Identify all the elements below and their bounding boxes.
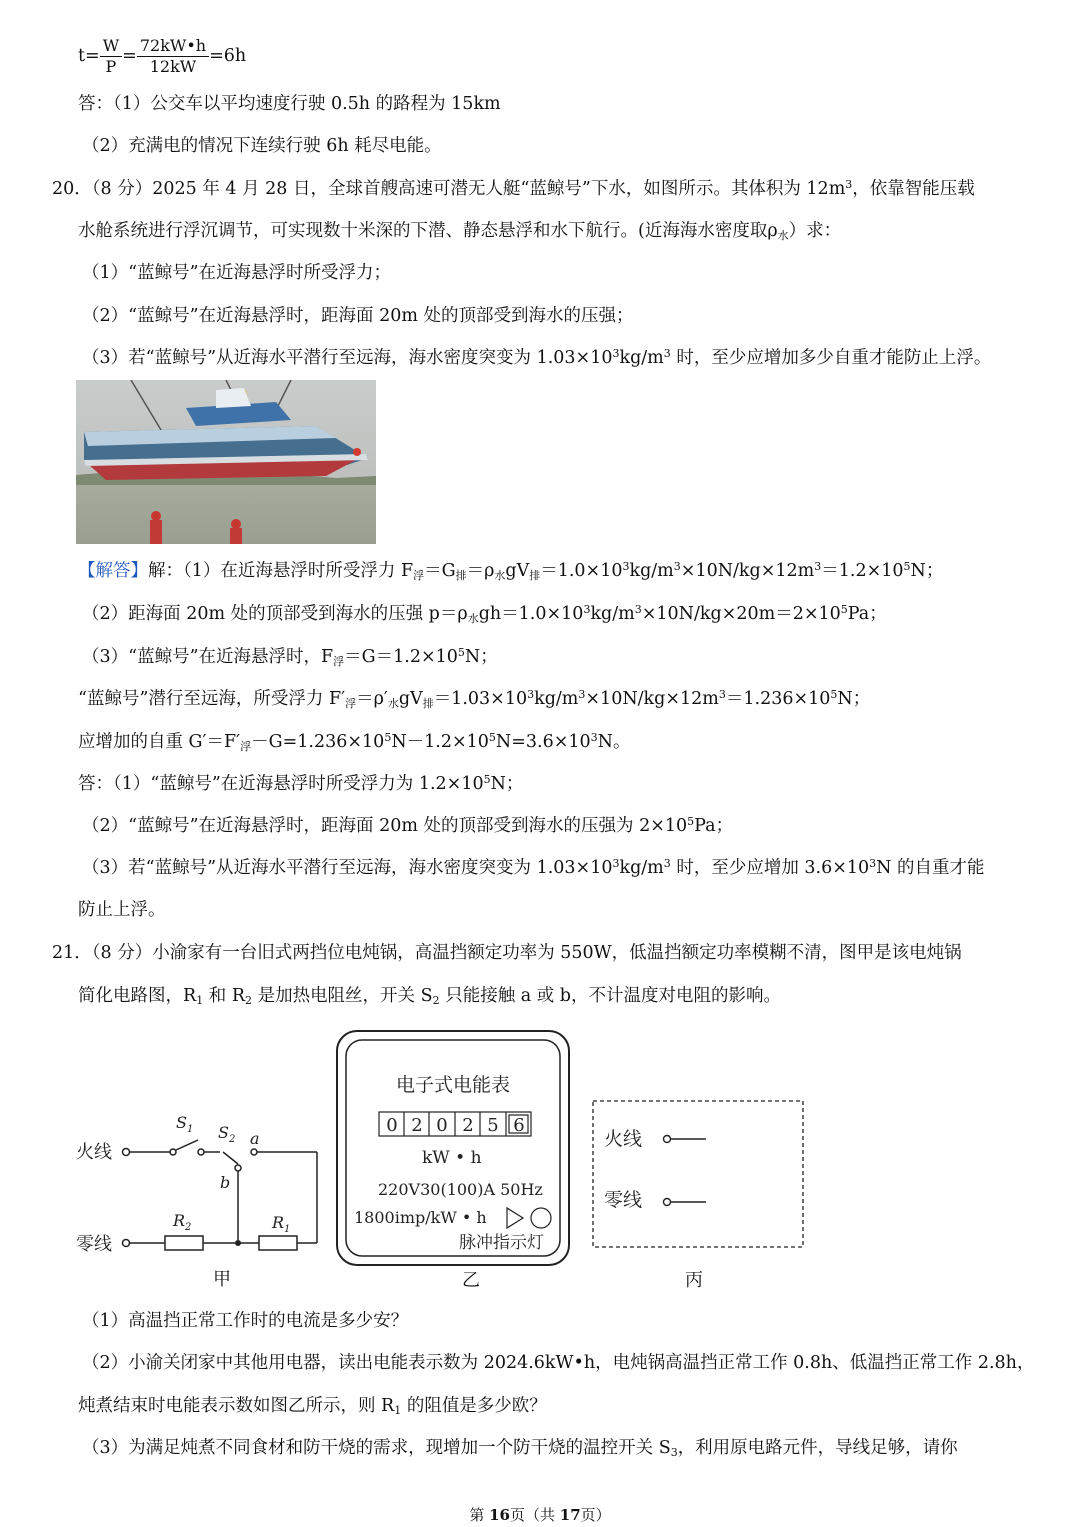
box-neutral-label: 零线: [604, 1189, 643, 1211]
answer-line-2: （2）充满电的情况下连续行驶 6h 耗尽电能。: [82, 136, 442, 156]
caption-bing: 丙: [685, 1270, 703, 1291]
meter-rating: 220V30(100)A 50Hz: [378, 1180, 543, 1199]
caption-jia: 甲: [213, 1269, 231, 1290]
meter-digit: 2: [411, 1115, 423, 1136]
meter-title: 电子式电能表: [396, 1074, 511, 1096]
q21-part-2-cont: 炖煮结束时电能表示数如图乙所示，则 $R_1$ 的阻值是多少欧？: [78, 1396, 547, 1417]
solution-20-line-4: “蓝鲸号”潜行至远海，所受浮力 $F'_浮=\rho'_水gV_排=1.03\times 10^3kg/m^3\times 10N/kg\times 12m^3=1.236\times 10^5N$；: [78, 688, 871, 710]
page-footer: 第 16页（共 17页）: [469, 1506, 611, 1524]
q21-part-3: （3）为满足炖煮不同食材和防干烧的需求，现增加一个防干烧的温控开关 $S_3$，利用原电路元件，导线足够，请你: [82, 1438, 958, 1459]
meter-digit-last: 6: [513, 1115, 525, 1136]
meter-digit: 2: [462, 1115, 474, 1136]
switch-s1-label: $S_1$: [176, 1113, 194, 1135]
q20-part-3: （3）若“蓝鲸号”从近海水平潜行至远海，海水密度突变为 $1.03\times 10^3kg/m^3$ 时，至少应增加多少自重才能防止上浮。: [82, 347, 992, 368]
circuit-diagram: [70, 1100, 330, 1260]
q21-part-1: （1）高温挡正常工作时的电流是多少安？: [82, 1311, 409, 1331]
answer-20-line-4: 防止上浮。: [78, 900, 166, 920]
q21-stem-line-2: 简化电路图，$R_1$ 和 $R_2$ 是加热电阻丝，开关 $S_2$ 只能接触 a 或 b，不计温度对电阻的影响。: [78, 986, 782, 1007]
solution-20-line-3: （3）“蓝鲸号”在近海悬浮时，$F_浮=G=1.2\times 10^5N$；: [82, 646, 498, 668]
boat-photo: [76, 380, 376, 544]
contact-a-label: a: [250, 1129, 260, 1148]
answer-20-line-1: 答：（1）“蓝鲸号”在近海悬浮时所受浮力为 $1.2\times 10^5N$；: [78, 773, 524, 794]
caption-yi: 乙: [462, 1270, 480, 1291]
answer-20-line-3: （3）若“蓝鲸号”从近海水平潜行至远海，海水密度突变为 $1.03\times 10^3kg/m^3$ 时，至少应增加 $3.6\times 10^3N$ 的自重才能: [82, 857, 985, 878]
solution-20-line-2: （2）距海面 20m 处的顶部受到海水的压强 $p=\rho_水gh=1.0\times 10^3kg/m^3\times 10N/kg\times 20m=2\times 10^5Pa$；: [82, 603, 887, 625]
meter-digit: 0: [386, 1115, 398, 1136]
fraction-values: $\frac{72kW•h}{12kW}$: [137, 36, 209, 77]
solution-tag: 【解答】: [78, 561, 148, 581]
neutral-wire-label: 零线: [76, 1234, 112, 1255]
q20-stem-line-2: 水舱系统进行浮沉调节，可实现数十米深的下潜、静态悬浮和水下航行。(近海海水密度取$\rho_水$）求：: [78, 221, 842, 242]
solution-20-line-5: 应增加的自重 $G'=F'_浮-G=1.236\times 10^5N-1.2\times 10^5N=3.6\times 10^3N$。: [78, 731, 631, 753]
meter-imp: 1800imp/kW • h: [354, 1208, 487, 1227]
indicator-label: 脉冲指示灯: [459, 1233, 544, 1253]
resistor-r2-label: $R_2$: [173, 1211, 192, 1233]
q20-stem-line-1: 20．（8 分）2025 年 4 月 28 日，全球首艘高速可潜无人艇“蓝鲸号”下水，如图所示。其体积为 $12m^3$，依靠智能压载: [52, 178, 975, 199]
live-wire-label: 火线: [76, 1142, 112, 1163]
formula-t: t=: [78, 46, 100, 66]
resistor-r1-label: $R_1$: [272, 1213, 291, 1235]
q21-stem-line-1: 21．（8 分）小渝家有一台旧式两挡位电炖锅，高温挡额定功率为 550W，低温挡额定功率模糊不清，图甲是该电炖锅: [52, 943, 962, 963]
q21-part-2: （2）小渝关闭家中其他用电器，读出电能表示数为 2024.6kW•h，电炖锅高温挡正常工作 0.8h、低温挡正常工作 2.8h，: [82, 1353, 1035, 1373]
fraction-w-p: $\frac{W}{P}$: [100, 36, 122, 77]
formula-line: t= $\frac{W}{P}$ = $\frac{72kW•h}{12kW}$ =6h: [78, 36, 247, 76]
meter-digit: 5: [487, 1115, 499, 1136]
answer-line-1: 答：（1）公交车以平均速度行驶 0.5h 的路程为 15km: [78, 94, 501, 114]
q20-part-1: （1）“蓝鲸号”在近海悬浮时所受浮力；: [82, 263, 392, 283]
answer-20-line-2: （2）“蓝鲸号”在近海悬浮时，距海面 20m 处的顶部受到海水的压强为 $2\times 10^5Pa$；: [82, 815, 734, 836]
solution-20-line-1: 【解答】解：（1）在近海悬浮时所受浮力 $F_浮=G_排=\rho_水gV_排=1.0\times 10^3kg/m^3\times 10N/kg\times 12m^3=1.2\times 10^5N$；: [78, 560, 944, 582]
socket-box: [590, 1098, 810, 1250]
contact-b-label: b: [220, 1173, 231, 1192]
electricity-meter: [334, 1028, 574, 1268]
meter-digit: 0: [436, 1115, 448, 1136]
indicator-light-icon: [531, 1208, 551, 1228]
box-live-label: 火线: [604, 1128, 643, 1150]
q20-part-2: （2）“蓝鲸号”在近海悬浮时，距海面 20m 处的顶部受到海水的压强；: [82, 306, 634, 326]
switch-s2-label: $S_2$: [218, 1123, 236, 1145]
meter-unit: kW • h: [422, 1148, 482, 1168]
